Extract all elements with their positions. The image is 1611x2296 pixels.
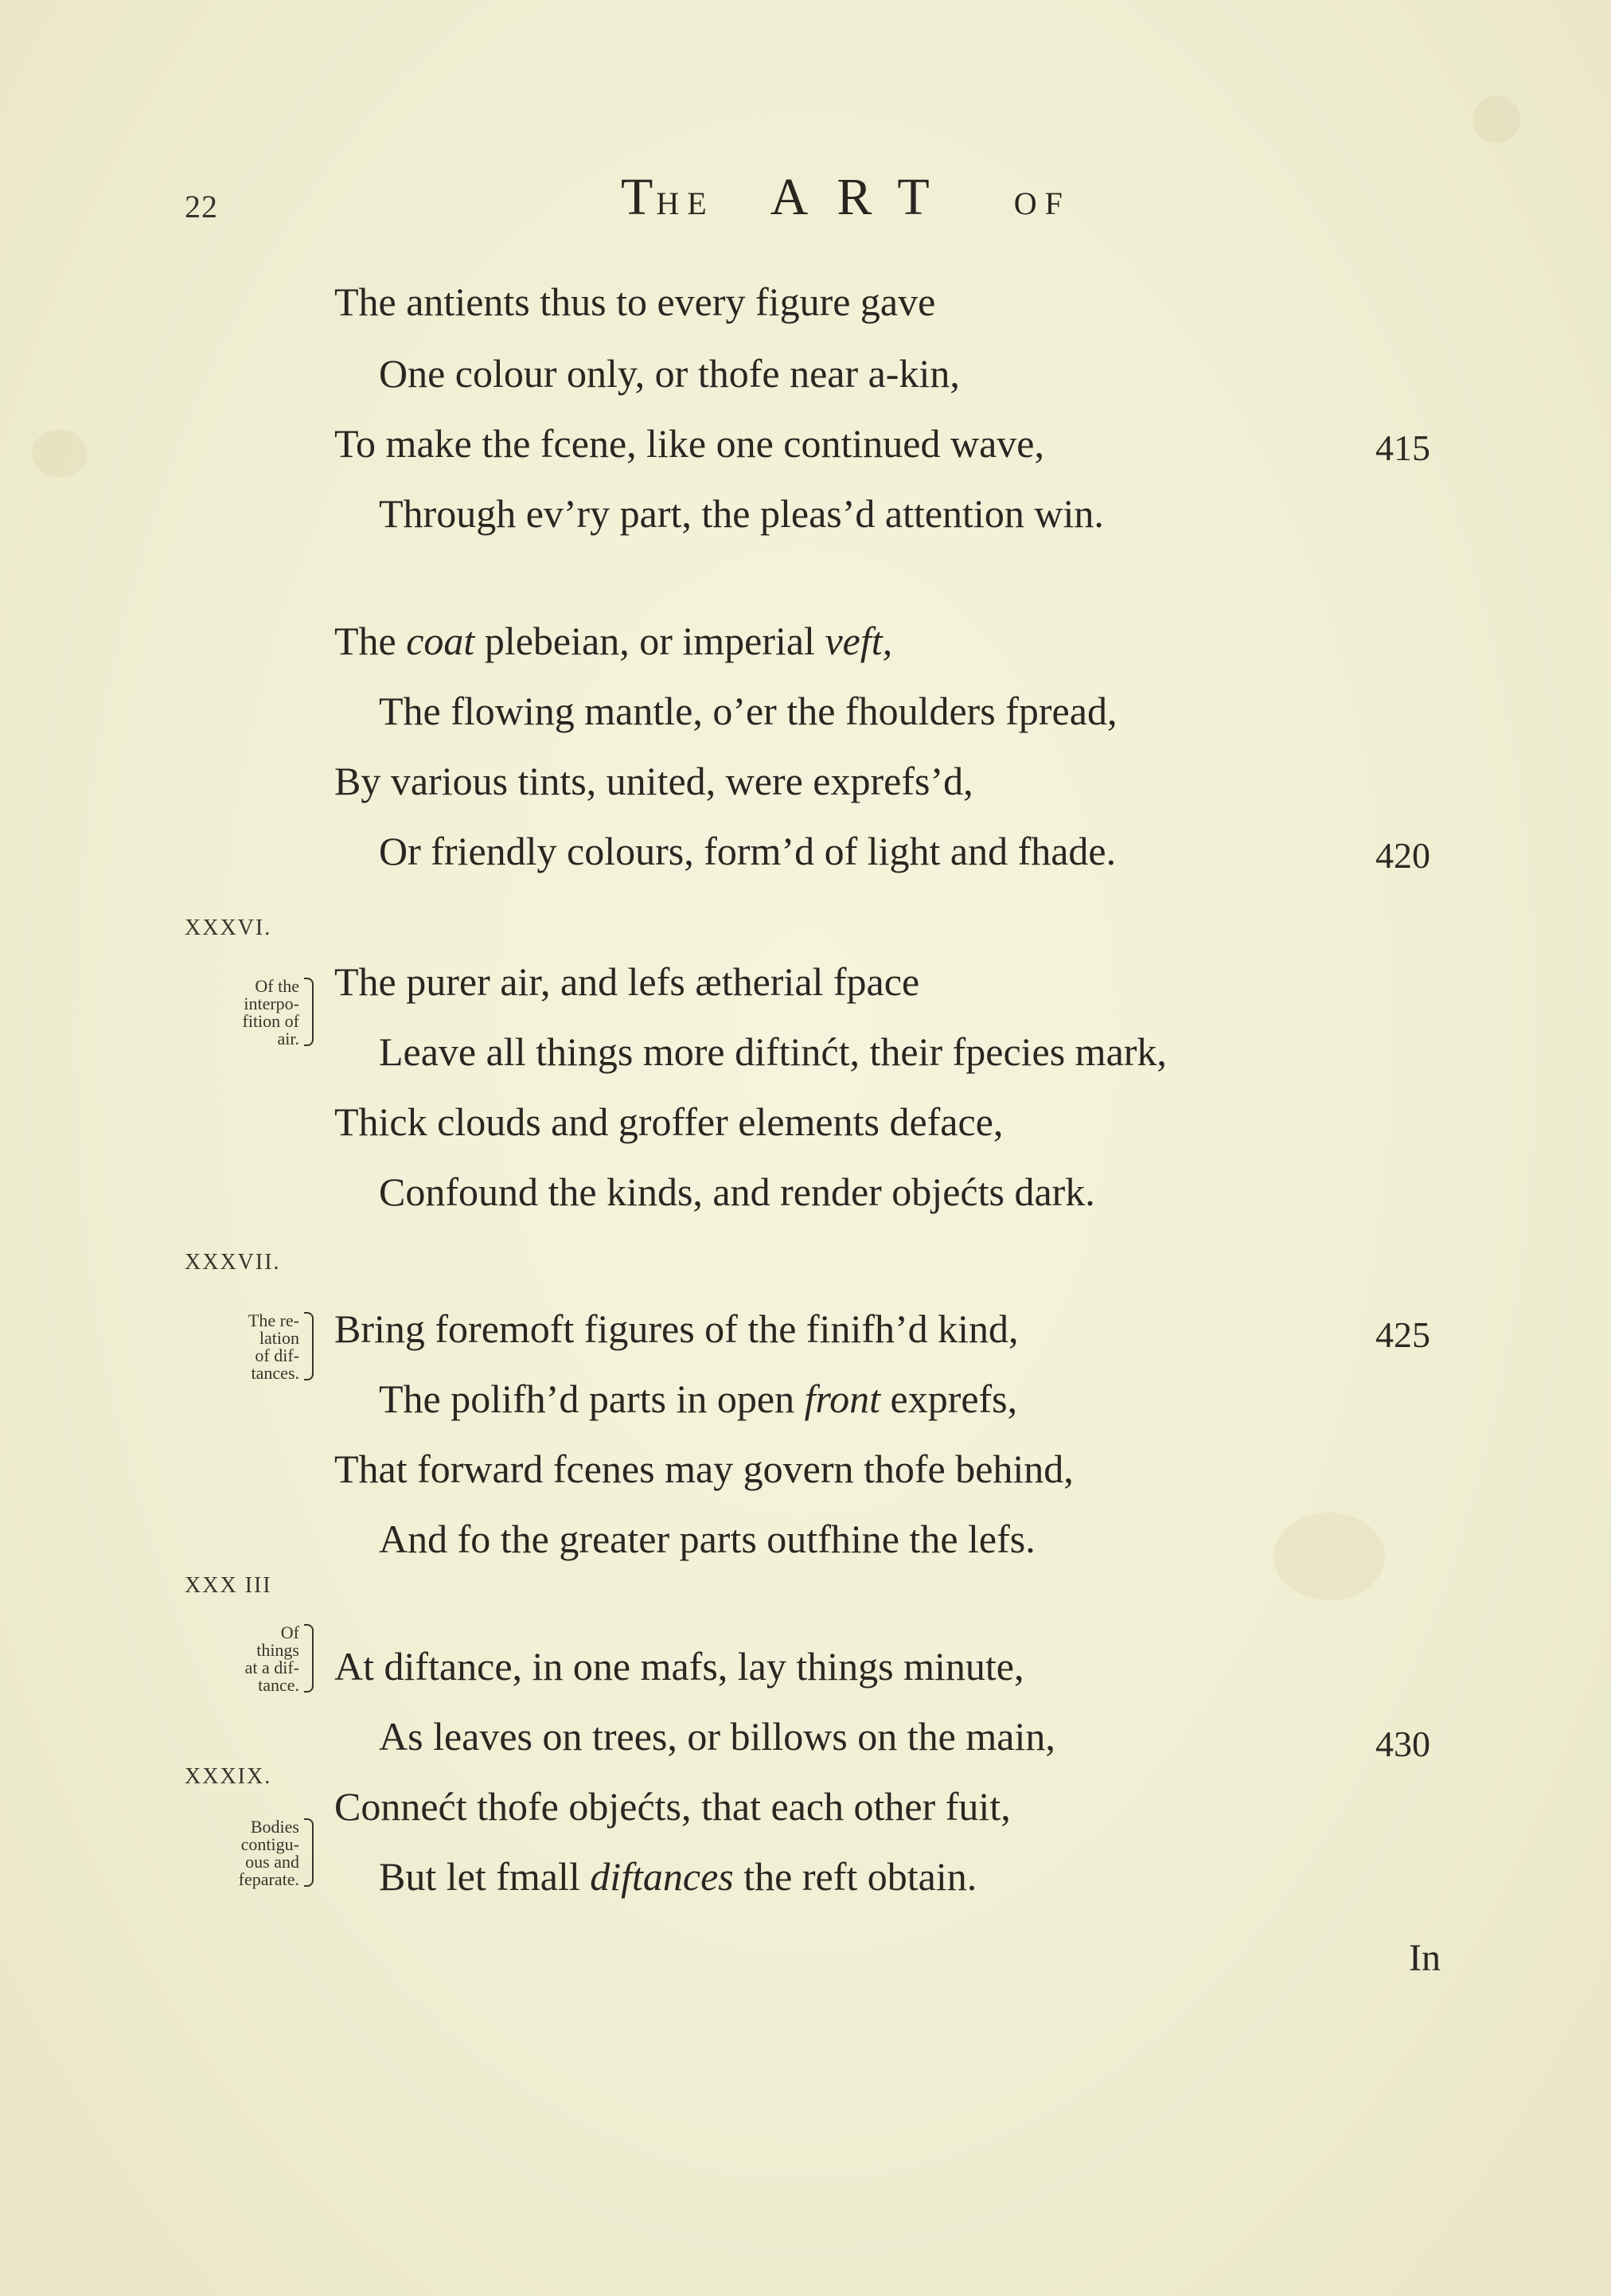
margin-note: Of the interpo- fition of air. — [180, 978, 323, 1048]
verse-line: Connećt thofe objećts, that each other fuit, — [334, 1784, 1011, 1829]
verse-line: And fo the greater parts outfhine the lefs. — [379, 1517, 1036, 1561]
section-numeral: XXX III — [185, 1573, 272, 1598]
paper-stain — [32, 430, 88, 478]
running-head-word-of: OF — [1013, 185, 1071, 221]
verse-line: The coat plebeian, or imperial veft, — [334, 619, 893, 663]
verse-line: Leave all things more diftinćt, their fpecies mark, — [379, 1029, 1167, 1074]
brace — [304, 1624, 314, 1693]
brace — [304, 1312, 314, 1380]
line-number: 415 — [1375, 428, 1430, 468]
verse-line: But let fmall diftances the reft obtain. — [379, 1854, 977, 1899]
verse-line: As leaves on trees, or billows on the main, — [379, 1714, 1055, 1759]
verse-line: The antients thus to every figure gave — [334, 279, 936, 324]
verse-line: The polifh’d parts in open front exprefs, — [379, 1376, 1018, 1421]
brace — [304, 1818, 314, 1887]
line-number: 425 — [1375, 1314, 1430, 1355]
paper-stain — [1473, 96, 1520, 143]
verse-line: Through ev’ry part, the pleas’d attention win. — [379, 491, 1104, 536]
catchword: In — [1409, 1937, 1441, 1979]
margin-note: Of things at a dif- tance. — [180, 1624, 323, 1694]
brace — [304, 978, 314, 1046]
running-head — [621, 167, 1126, 228]
verse-line: The flowing mantle, o’er the fhoulders fpread, — [379, 689, 1118, 733]
verse-line: Or friendly colours, form’d of light and fhade. — [379, 829, 1117, 873]
margin-note: Bodies contigu- ous and feparate. — [180, 1818, 323, 1888]
verse-line: That forward fcenes may govern thofe behind, — [334, 1447, 1074, 1491]
verse-line: To make the fcene, like one continued wave, — [334, 421, 1044, 466]
verse-line: The purer air, and lefs ætherial fpace — [334, 959, 920, 1004]
verse-line: By various tints, united, were exprefs’d, — [334, 759, 973, 803]
section-numeral: XXXVI. — [185, 916, 272, 940]
running-head-word-the: THE — [621, 168, 715, 226]
verse-line: Confound the kinds, and render objećts dark. — [379, 1169, 1095, 1214]
verse-line: One colour only, or thofe near a-kin, — [379, 351, 960, 396]
paper-stain — [1274, 1513, 1385, 1600]
line-number: 430 — [1375, 1724, 1430, 1764]
verse-line: Bring foremoft figures of the finifh’d kind, — [334, 1306, 1019, 1351]
page-number: 22 — [185, 189, 218, 225]
margin-note: The re- lation of dif- tances. — [180, 1312, 323, 1382]
verse-line: Thick clouds and groffer elements deface, — [334, 1099, 1004, 1144]
line-number: 420 — [1375, 835, 1430, 876]
running-head-word-art: ART — [770, 168, 958, 226]
verse-line: At diftance, in one mafs, lay things minute, — [334, 1644, 1024, 1689]
section-numeral: XXXIX. — [185, 1764, 272, 1789]
section-numeral: XXXVII. — [185, 1250, 281, 1275]
